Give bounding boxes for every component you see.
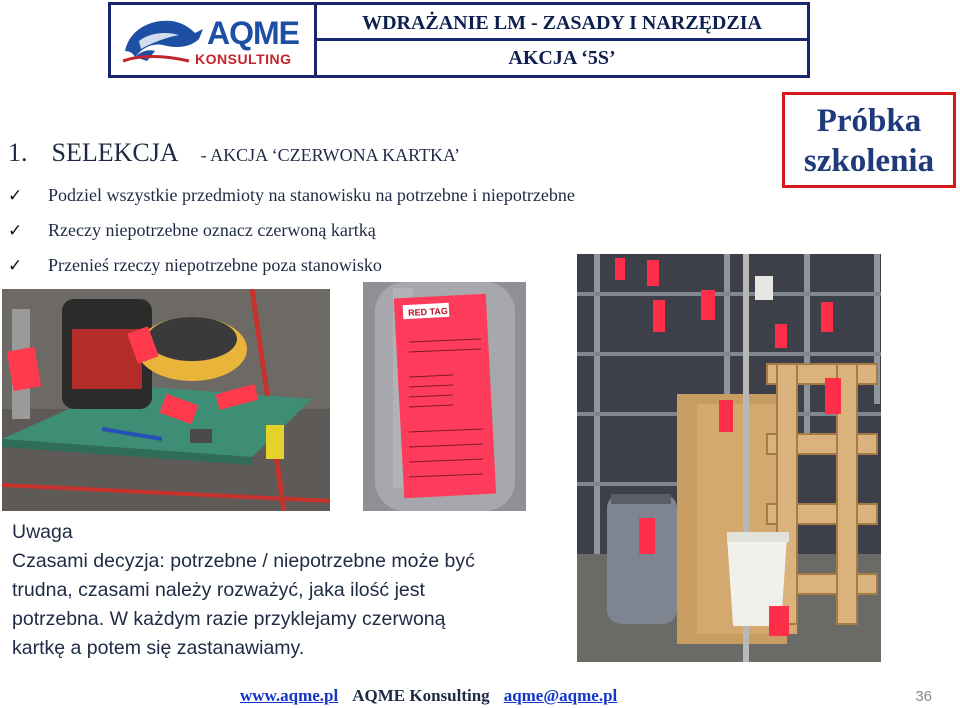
slide-title: WDRAŻANIE LM - ZASADY I NARZĘDZIA	[317, 5, 807, 41]
logo-subtitle: KONSULTING	[195, 51, 292, 67]
section-number: 1.	[8, 138, 28, 167]
checklist-item	[8, 248, 575, 283]
red-tag-label: RED TAG	[407, 305, 449, 318]
checklist	[8, 178, 575, 283]
checklist-text: Rzeczy niepotrzebne oznacz czerwoną kartką	[48, 220, 376, 240]
slide-header	[108, 2, 810, 78]
section-subtitle: - AKCJA ‘CZERWONA KARTKA’	[200, 145, 461, 165]
sample-stamp	[782, 92, 956, 188]
section-title: SELEKCJA	[51, 138, 179, 167]
photo-red-tag-cylinder	[363, 282, 526, 511]
footer-company: AQME Konsulting	[352, 686, 490, 705]
photo-tagged-tools-cart	[2, 289, 330, 511]
note-heading: Uwaga	[12, 521, 73, 543]
checkmark-icon: ✓	[8, 220, 23, 241]
email-link[interactable]: aqme@aqme.pl	[503, 686, 618, 705]
logo-wordmark: AQME	[207, 15, 299, 51]
stamp-line-2: szkolenia	[803, 143, 935, 179]
section-heading	[8, 138, 460, 168]
footer	[240, 686, 617, 706]
checkmark-icon: ✓	[8, 255, 23, 276]
website-link[interactable]: www.aqme.pl	[240, 686, 339, 705]
slide-subtitle: AKCJA ‘5S’	[508, 47, 616, 69]
checklist-item	[8, 213, 575, 248]
checklist-text: Przenieś rzeczy niepotrzebne poza stanowisko	[48, 255, 382, 275]
note-box	[12, 518, 572, 663]
stamp-line-1: Próbka	[816, 103, 922, 139]
checklist-text: Podziel wszystkie przedmioty na stanowisku na potrzebne i niepotrzebne	[48, 185, 575, 205]
photo-warehouse-rack	[577, 254, 881, 662]
company-logo	[111, 5, 317, 75]
checkmark-icon: ✓	[8, 185, 23, 206]
page-number: 36	[915, 688, 932, 705]
note-body: Czasami decyzja: potrzebne / niepotrzebne może być trudna, czasami należy rozważyć, jaka ilość jest potrzebna. W każdym razie przyklejamy czerwoną kartkę a potem się zastanawiamy.	[12, 550, 475, 659]
checklist-item	[8, 178, 575, 213]
